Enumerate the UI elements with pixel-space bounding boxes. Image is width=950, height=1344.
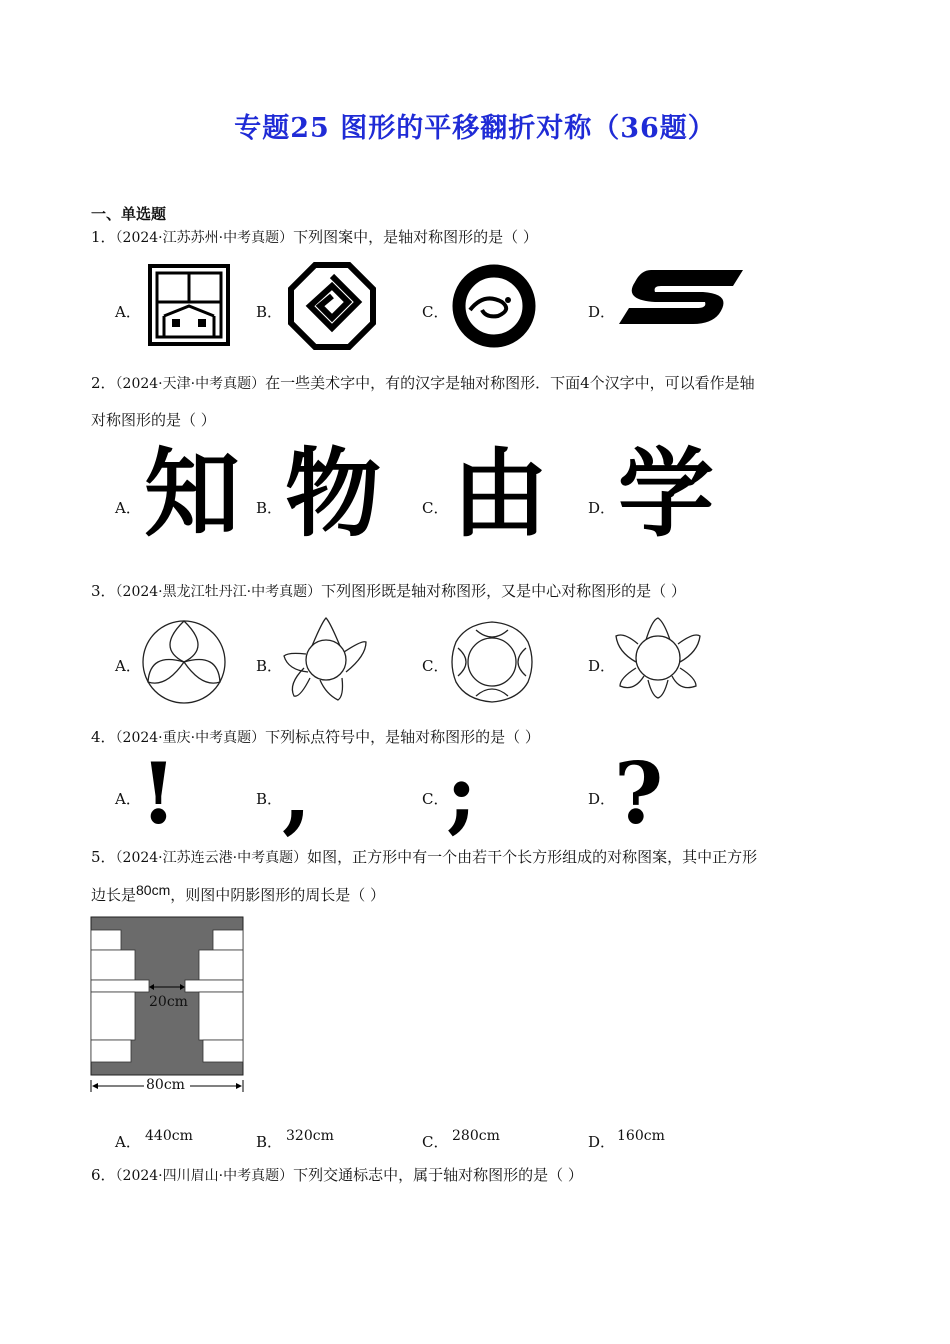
option-c-value: 280cm xyxy=(452,1128,500,1144)
option-a-label: A． xyxy=(115,303,141,321)
option-b-label: B． xyxy=(256,790,283,808)
option-c-label: C． xyxy=(422,657,449,675)
circular-brush-figure xyxy=(450,262,538,350)
question-number: 1． xyxy=(91,228,116,246)
width-dimension-label: 80cm xyxy=(146,1077,185,1093)
question-number: 4． xyxy=(91,728,116,746)
page-title: 专题25 图形的平移翻折对称（36题） xyxy=(234,113,716,144)
question-text: 如图，正方形中有一个由若干个长方形组成的对称图案，其中正方形 xyxy=(307,848,758,866)
question-mark: ? xyxy=(614,744,664,843)
question-2-continued: 对称图形的是（ ） xyxy=(91,411,216,429)
section-heading: 一、单选题 xyxy=(91,205,167,223)
side-length-value: 80cm xyxy=(136,882,171,898)
character-wu: 物 xyxy=(285,438,381,550)
question-number: 5． xyxy=(91,848,116,866)
option-a-label: A． xyxy=(115,1133,141,1151)
option-c-label: C． xyxy=(422,1133,449,1151)
question-text: 边长是 xyxy=(91,886,137,904)
option-a-label: A． xyxy=(115,499,141,517)
question-number: 6． xyxy=(91,1166,116,1184)
question-text: 下列图形既是轴对称图形，又是中心对称图形的是（ ） xyxy=(321,582,686,600)
exclamation-mark: ! xyxy=(140,744,177,843)
question-source: （2024·黑龙江牡丹江·中考真题） xyxy=(115,584,322,600)
question-2 xyxy=(91,373,755,394)
question-text: 在一些美术字中，有的汉字是轴对称图形．下面4个汉字中，可以看作是轴 xyxy=(265,374,755,392)
option-d-label: D． xyxy=(588,657,616,675)
question-3 xyxy=(91,581,686,602)
six-arc-flower-figure xyxy=(448,618,536,706)
six-petal-star-figure xyxy=(612,616,704,700)
character-zhi: 知 xyxy=(144,438,240,550)
five-petal-star-figure xyxy=(282,616,370,702)
octagon-spiral-figure xyxy=(288,262,376,350)
character-you: 由 xyxy=(452,438,548,550)
option-c-label: C． xyxy=(422,303,449,321)
question-text: 下列图案中，是轴对称图形的是（ ） xyxy=(293,228,538,246)
question-text: 下列交通标志中，属于轴对称图形的是（ ） xyxy=(293,1166,583,1184)
s-logo-figure xyxy=(615,266,749,328)
question-5-continued xyxy=(91,882,386,905)
option-a-label: A． xyxy=(115,657,141,675)
comma-mark: , xyxy=(282,744,312,843)
question-source: （2024·重庆·中考真题） xyxy=(115,730,266,746)
option-d-label: D． xyxy=(588,499,616,517)
option-c-label: C． xyxy=(422,790,449,808)
window-pattern-figure xyxy=(148,264,230,346)
gap-dimension-label: 20cm xyxy=(149,994,188,1010)
option-d-label: D． xyxy=(588,790,616,808)
option-a-label: A． xyxy=(115,790,141,808)
option-b-label: B． xyxy=(256,499,283,517)
option-a-value: 440cm xyxy=(145,1128,193,1144)
question-source: （2024·江苏连云港·中考真题） xyxy=(115,850,308,866)
semicolon-mark: ; xyxy=(446,744,478,843)
question-source: （2024·江苏苏州·中考真题） xyxy=(115,230,294,246)
question-text: ，则图中阴影图形的周长是（ ） xyxy=(170,886,386,904)
option-d-label: D． xyxy=(588,303,616,321)
circle-three-petal-figure xyxy=(140,618,228,706)
option-d-label: D． xyxy=(588,1133,616,1151)
question-text: 下列标点符号中，是轴对称图形的是（ ） xyxy=(265,728,540,746)
option-d-value: 160cm xyxy=(617,1128,665,1144)
question-number: 3． xyxy=(91,582,116,600)
question-5 xyxy=(91,847,757,868)
question-source: （2024·四川眉山·中考真题） xyxy=(115,1168,294,1184)
question-number: 2． xyxy=(91,374,116,392)
question-6 xyxy=(91,1165,583,1186)
option-b-label: B． xyxy=(256,657,283,675)
question-1 xyxy=(91,227,538,248)
option-c-label: C． xyxy=(422,499,449,517)
option-b-value: 320cm xyxy=(286,1128,334,1144)
option-b-label: B． xyxy=(256,1133,283,1151)
option-b-label: B． xyxy=(256,303,283,321)
character-xue: 学 xyxy=(618,438,714,550)
question-source: （2024·天津·中考真题） xyxy=(115,376,266,392)
